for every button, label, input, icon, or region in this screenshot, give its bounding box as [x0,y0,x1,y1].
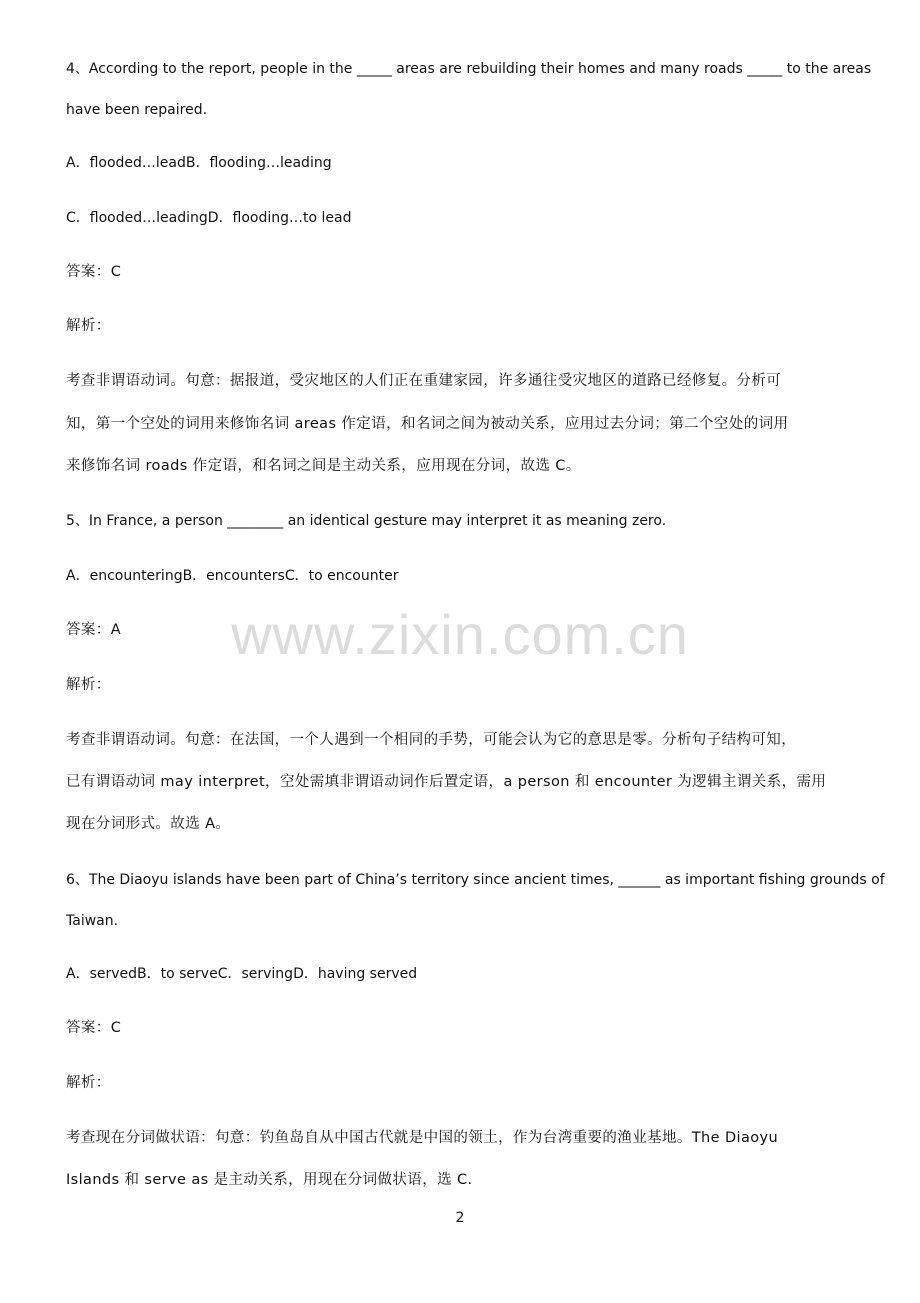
question-stem: 5、In France, a person ________ an identical gesture may interpret it as meaning zero. [66,513,667,529]
answer-line: 答案：C [66,264,122,280]
question-stem: 4、According to the report, people in the _____ areas are rebuilding their homes and many roads _____ to the areas [66,61,872,77]
analysis-text: 考查现在分词做状语：句意：钓鱼岛自从中国古代就是中国的领土，作为台湾重要的渔业基地。The Diaoyu [66,1130,779,1146]
analysis-label: 解析： [66,318,111,334]
options-line: C．flooded…leadingD．flooding…to lead [66,210,352,226]
question-stem: 6、The Diaoyu islands have been part of China’s territory since ancient times, ______ as important fishing grounds of [66,872,885,888]
page-number: 2 [455,1210,465,1226]
analysis-text: 考查非谓语动词。句意：在法国，一个人遇到一个相同的手势，可能会认为它的意思是零。分析句子结构可知， [66,732,797,748]
answer-line: 答案：A [66,622,122,638]
analysis-text: 现在分词形式。故选 A。 [66,816,231,832]
analysis-text: 来修饰名词 roads 作定语，和名词之间是主动关系，应用现在分词，故选 C。 [66,458,581,474]
watermark: www.zixin.com.cn [231,603,689,666]
answer-line: 答案：C [66,1020,122,1036]
analysis-label: 解析： [66,677,111,693]
options-line: A．flooded…leadB．flooding…leading [66,155,332,171]
analysis-text: Islands 和 serve as 是主动关系，用现在分词做状语，选 C. [66,1172,473,1188]
analysis-label: 解析： [66,1075,111,1091]
analysis-text: 考查非谓语动词。句意：据报道，受灾地区的人们正在重建家园，许多通往受灾地区的道路已经修复。分析可 [66,373,782,389]
analysis-text: 已有谓语动词 may interpret，空处需填非谓语动词作后置定语，a person 和 encounter 为逻辑主谓关系，需用 [66,774,827,790]
options-line: A．servedB．to serveC．servingD．having served [66,966,418,982]
analysis-text: 知，第一个空处的词用来修饰名词 areas 作定语，和名词之间为被动关系，应用过去分词；第二个空处的词用 [66,416,789,432]
question-stem-continued: have been repaired. [66,102,208,118]
options-line: A．encounteringB．encountersC．to encounter [66,568,399,584]
question-stem-continued: Taiwan. [66,913,119,929]
